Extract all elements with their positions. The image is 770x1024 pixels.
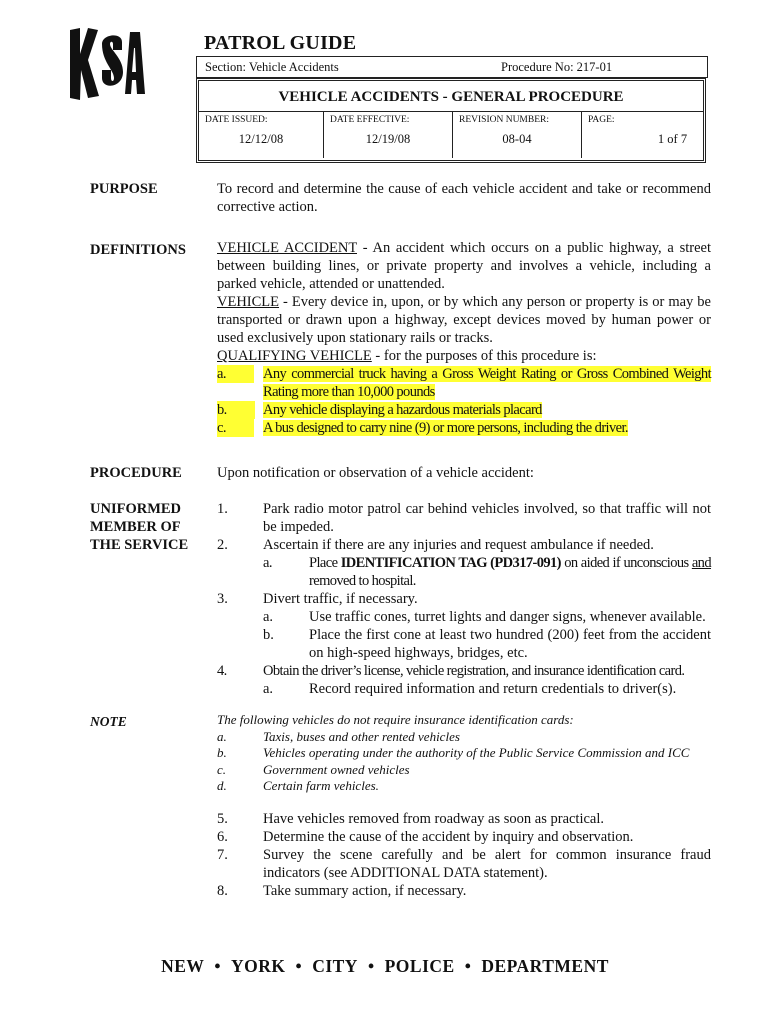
- procedure-header: [196, 56, 708, 152]
- note-item: [217, 745, 711, 762]
- vehicle-accident-definition: [217, 239, 711, 293]
- step: [217, 810, 711, 828]
- sub-step-marker: b.: [263, 627, 274, 643]
- footer-word: NEW: [161, 956, 205, 976]
- step-text: Ascertain if there are any injuries and request ambulance if needed.: [263, 537, 654, 553]
- revision-label: REVISION NUMBER:: [459, 115, 549, 125]
- page-label: PAGE:: [588, 115, 615, 125]
- step-text: Survey the scene carefully and be alert for common insurance fraud indicators (see ADDITIONAL DATA statement).: [263, 847, 711, 881]
- procedure-body: [217, 464, 711, 482]
- footer-separator: •: [367, 956, 375, 976]
- footer-separator: •: [295, 956, 303, 976]
- purpose-paragraph: To record and determine the cause of each vehicle accident and take or recommend corrective action.: [217, 181, 711, 215]
- vehicle-text: - Every device in, upon, or by which any person or property is or may be transported or drawn upon a highway, except devices moved by human power or used exclusively upon stationary rails or tracks.: [217, 294, 711, 346]
- footer-separator: •: [464, 956, 472, 976]
- revision-cell: [453, 112, 582, 158]
- step-text: Take summary action, if necessary.: [263, 883, 467, 899]
- definitions-body: [217, 239, 711, 437]
- qualifying-item: [217, 401, 711, 419]
- step-text: Have vehicles removed from roadway as soon as practical.: [263, 811, 605, 827]
- sub-step-marker: a.: [263, 681, 274, 697]
- step: [217, 882, 711, 900]
- note-item: [217, 778, 711, 795]
- note-item-marker: b.: [217, 745, 227, 760]
- step: [217, 662, 711, 680]
- item-text: Any vehicle displaying a hazardous materials placard: [263, 402, 542, 418]
- step: [217, 828, 711, 846]
- note-item-text: Taxis, buses and other rented vehicles: [263, 728, 460, 744]
- sub-step-marker: a.: [263, 555, 272, 571]
- note-item: [217, 729, 711, 746]
- qualifying-definition: [217, 347, 711, 365]
- footer-word: DEPARTMENT: [481, 956, 609, 976]
- note-item-marker: a.: [217, 728, 227, 744]
- note-item-text: Vehicles operating under the authority of the Public Service Commission and ICC: [263, 745, 690, 760]
- text-part: removed to hospital.: [309, 573, 416, 589]
- qualifying-term: QUALIFYING VEHICLE: [217, 348, 372, 364]
- step-marker: 5.: [217, 811, 228, 827]
- text-part: on aided if unconscious: [560, 555, 692, 571]
- page-title: PATROL GUIDE: [204, 32, 357, 54]
- purpose-label: PURPOSE: [90, 181, 158, 197]
- page-cell: [582, 112, 703, 158]
- step: [217, 536, 711, 554]
- date-effective-cell: [324, 112, 453, 158]
- step-marker: 4.: [217, 663, 227, 679]
- sub-step: [217, 626, 711, 662]
- procedure-heading: VEHICLE ACCIDENTS - GENERAL PROCEDURE: [278, 89, 624, 105]
- note-item: [217, 762, 711, 779]
- step-marker: 2.: [217, 537, 228, 553]
- purpose-text: [217, 180, 711, 216]
- footer-word: YORK: [231, 956, 286, 976]
- item-text: Any commercial truck having a Gross Weight Rating or Gross Combined Weight Rating more than 10,000 pounds: [263, 366, 711, 400]
- note-intro: The following vehicles do not require insurance identification cards:: [217, 712, 574, 727]
- date-effective-label: DATE EFFECTIVE:: [330, 115, 410, 125]
- vehicle-accident-text: - An accident which occurs on a public highway, a street between building lines, or private property and involves a vehicle, including a parked vehicle, attended or unattended.: [217, 240, 711, 292]
- uniformed-steps: [217, 500, 711, 698]
- sub-step: [217, 680, 711, 698]
- item-marker: b.: [217, 401, 255, 419]
- identification-tag-ref: IDENTIFICATION TAG (PD317-091): [340, 555, 561, 571]
- sub-step-text: Use traffic cones, turret lights and danger signs, whenever available.: [309, 609, 706, 625]
- text-part: and: [691, 555, 711, 571]
- qualifying-item: [217, 365, 711, 401]
- sub-step-text: Record required information and return credentials to driver(s).: [309, 681, 677, 697]
- text-part: Place: [309, 555, 341, 571]
- revision-value: 08-04: [502, 132, 532, 146]
- note-item-marker: c.: [217, 761, 227, 777]
- step-text: Determine the cause of the accident by inquiry and observation.: [263, 829, 634, 845]
- step: [217, 846, 711, 882]
- definitions-label: DEFINITIONS: [90, 242, 186, 258]
- sub-step-text: Place the first cone at least two hundred (200) feet from the accident on high-speed highways, bridges, etc.: [309, 627, 711, 661]
- vehicle-accident-term: VEHICLE ACCIDENT: [217, 240, 357, 256]
- note-body: [217, 712, 711, 795]
- ksa-logo: [68, 22, 146, 102]
- item-text: A bus designed to carry nine (9) or more persons, including the driver.: [263, 420, 628, 436]
- procedure-intro: Upon notification or observation of a vehicle accident:: [217, 465, 534, 481]
- step-text: Obtain the driver’s license, vehicle registration, and insurance identification card.: [263, 663, 685, 679]
- step-marker: 1.: [217, 501, 228, 517]
- department-footer: [0, 956, 770, 977]
- step-marker: 7.: [217, 847, 228, 863]
- step-text: Divert traffic, if necessary.: [263, 591, 418, 607]
- additional-steps: [217, 810, 711, 900]
- note-label: NOTE: [90, 714, 127, 729]
- procedure-number: Procedure No: 217-01: [501, 60, 613, 74]
- page-value: 1 of 7: [657, 132, 688, 146]
- footer-separator: •: [214, 956, 222, 976]
- note-item-text: Certain farm vehicles.: [263, 778, 379, 793]
- section-text: Section: Vehicle Accidents: [205, 60, 339, 74]
- date-issued-cell: [199, 112, 324, 158]
- item-marker: c.: [217, 419, 254, 437]
- step-marker: 6.: [217, 829, 228, 845]
- vehicle-term: VEHICLE: [217, 294, 280, 310]
- note-item-marker: d.: [217, 778, 227, 793]
- sub-step-marker: a.: [263, 609, 274, 625]
- step: [217, 500, 711, 536]
- sub-step: [217, 608, 711, 626]
- footer-word: CITY: [312, 956, 358, 976]
- note-item-text: Government owned vehicles: [263, 761, 410, 777]
- sub-step: [217, 554, 711, 590]
- step-text: Park radio motor patrol car behind vehicles involved, so that traffic will not be impeded.: [263, 501, 711, 535]
- date-effective-value: 12/19/08: [365, 132, 411, 146]
- uniformed-member-label: UNIFORMED MEMBER OF THE SERVICE: [90, 501, 189, 553]
- footer-word: POLICE: [384, 956, 455, 976]
- procedure-label: PROCEDURE: [90, 465, 182, 481]
- heading-box: [196, 78, 706, 163]
- vehicle-definition: [217, 293, 711, 347]
- qualifying-item: [217, 419, 711, 437]
- date-issued-value: 12/12/08: [238, 132, 284, 146]
- date-issued-label: DATE ISSUED:: [205, 115, 268, 125]
- step: [217, 590, 711, 608]
- section-row: [196, 56, 708, 78]
- qualifying-text: - for the purposes of this procedure is:: [371, 348, 597, 364]
- step-marker: 3.: [217, 591, 228, 607]
- item-marker: a.: [217, 365, 254, 383]
- step-marker: 8.: [217, 883, 228, 899]
- sub-step-text: [309, 554, 711, 590]
